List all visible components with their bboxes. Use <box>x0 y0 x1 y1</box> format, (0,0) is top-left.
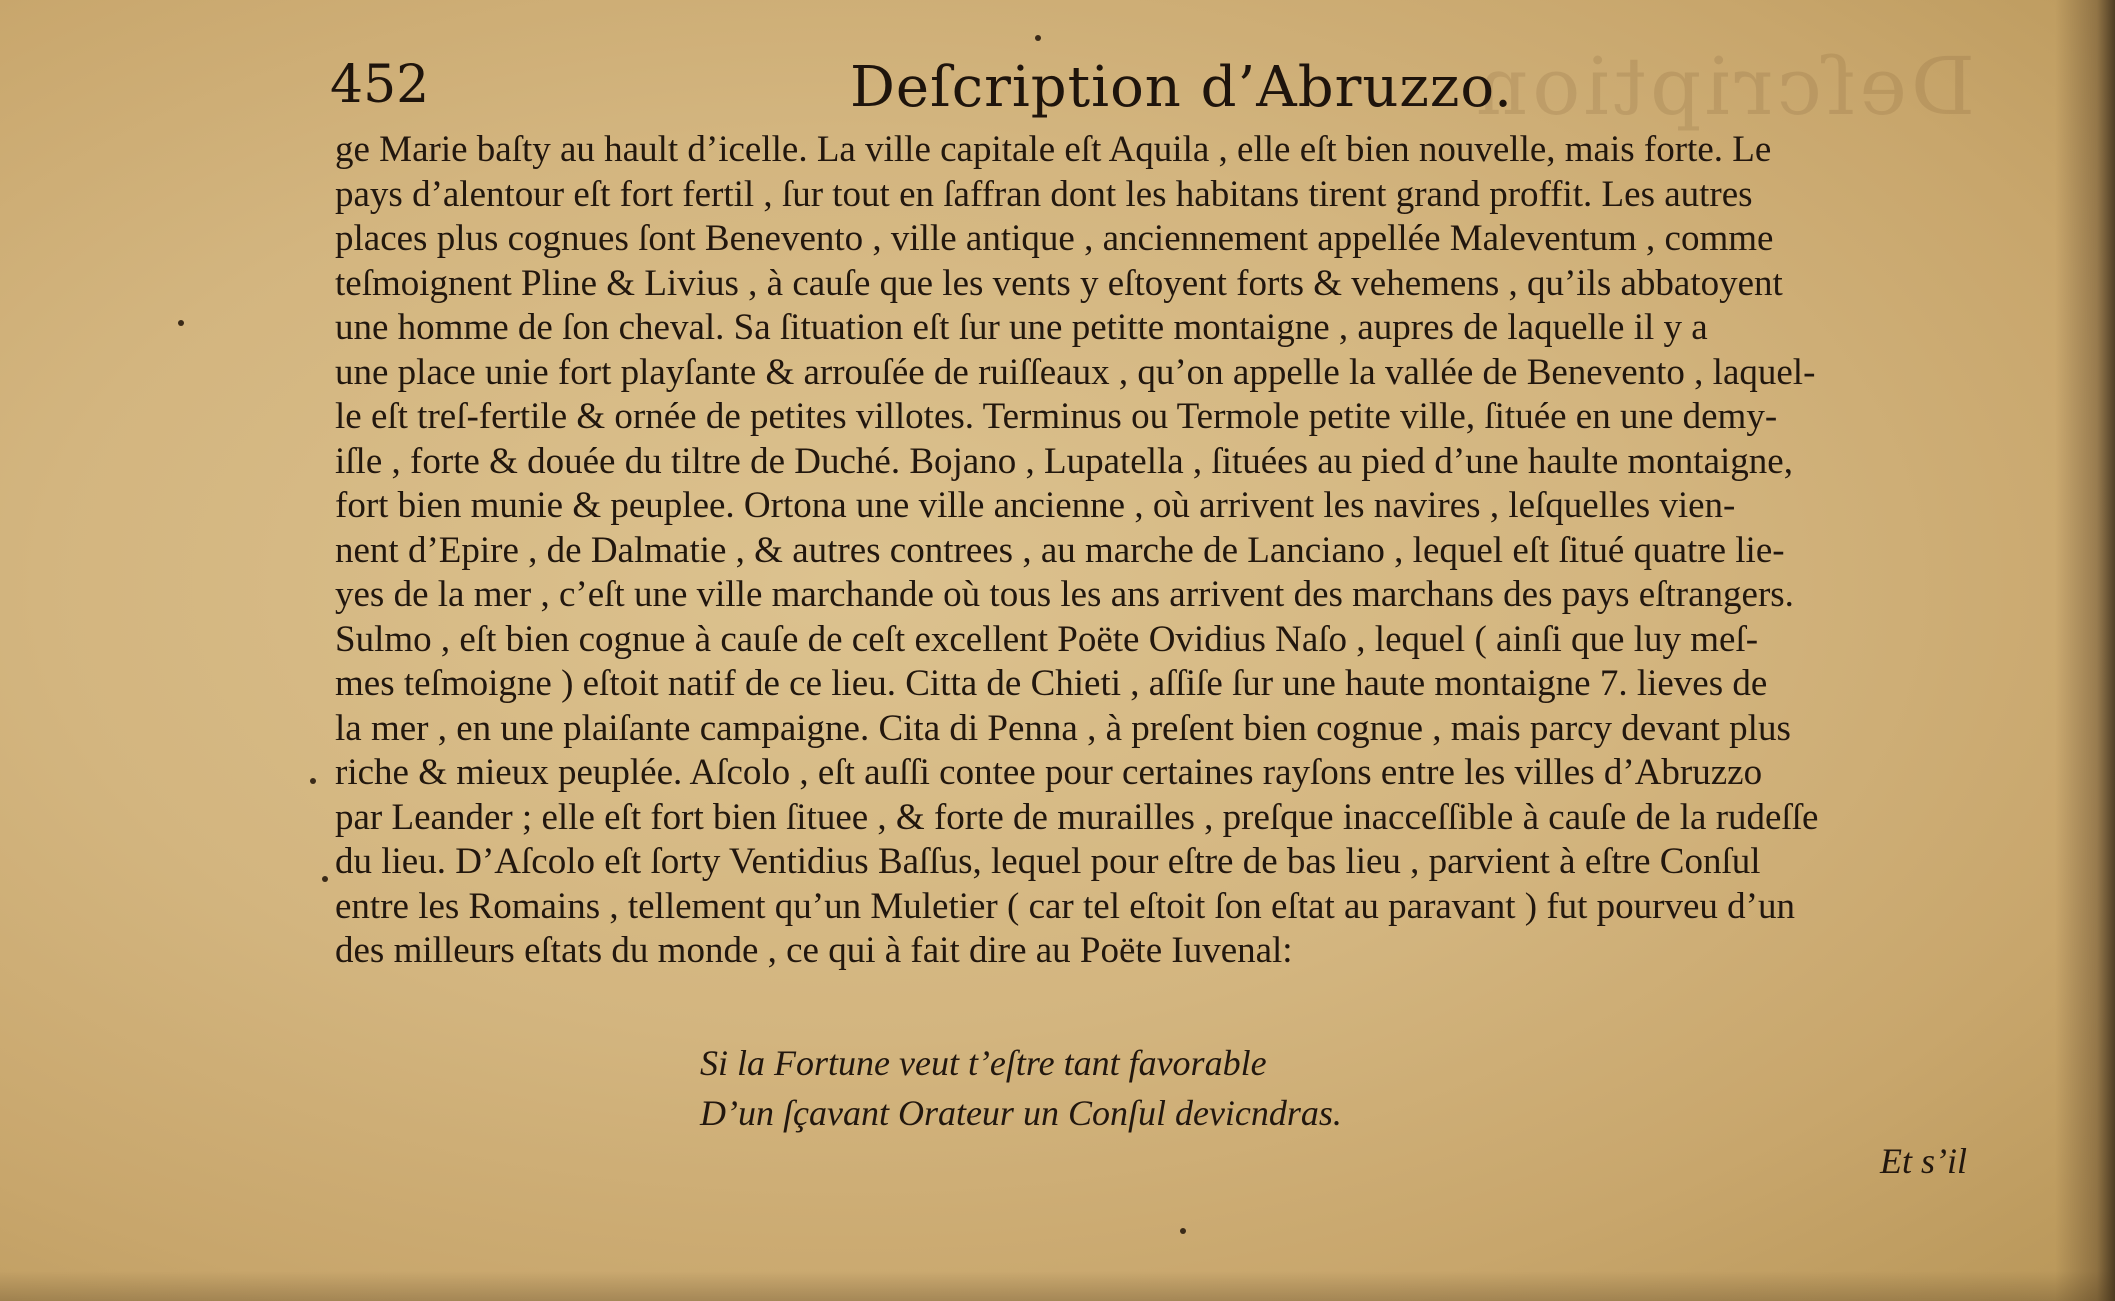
verse-line: Si la Fortune veut t’eſtre tant favorable <box>700 1043 1267 1083</box>
text-line: places plus cognues ſont Benevento , ville antique , anciennement appellée Maleventum , comme <box>335 218 1774 259</box>
text-line: le eſt treſ-fertile & ornée de petites villotes. Terminus ou Termole petite ville, ſituée en une demy- <box>335 396 1778 437</box>
ink-speck <box>322 876 328 882</box>
text-line: pays d’alentour eſt fort fertil , ſur tout en ſaffran dont les habitans tirent grand proffit. Les autres <box>335 173 1753 215</box>
text-line: fort bien munie & peuplee. Ortona une ville ancienne , où arrivent les navires , leſquelles vien- <box>335 485 1736 526</box>
text-line: yes de la mer , c’eſt une ville marchande où tous les ans arrivent des marchans des pays eſtrangers. <box>335 574 1794 615</box>
text-line: entre les Romains , tellement qu’un Muletier ( car tel eſtoit ſon eſtat au paravant ) fut pourveu d’un <box>335 885 1796 927</box>
page-number: 452 <box>330 55 430 115</box>
page-bottom-shadow <box>0 1271 2115 1301</box>
ink-speck <box>178 320 184 326</box>
text-line: par Leander ; elle eſt fort bien ſituee , & forte de murailles , preſque inacceſſible à cauſe de la rudeſſe <box>335 796 1819 838</box>
verse-quotation <box>700 1038 1342 1138</box>
text-line: teſmoignent Pline & Livius , à cauſe que les vents y eſtoyent forts & vehemens , qu’ils abbatoyent <box>335 262 1783 304</box>
page-header <box>330 55 1980 125</box>
body-paragraph <box>335 128 1975 974</box>
show-through-text: Deſcription <box>1472 40 1975 133</box>
text-line: la mer , en une plaiſante campaigne. Cita di Penna , à preſent bien cognue , mais parcy devant plus <box>335 707 1791 749</box>
text-line: riche & mieux peuplée. Aſcolo , eſt auſſi contee pour certaines rayſons entre les villes d’Abruzzo <box>335 752 1763 793</box>
text-line: du lieu. D’Aſcolo eſt ſorty Ventidius Baſſus, lequel pour eſtre de bas lieu , parvient à eſtre Conſul <box>335 841 1761 882</box>
text-line: Sulmo , eſt bien cognue à cauſe de ceſt excellent Poëte Ovidius Naſo , lequel ( ainſi que luy meſ- <box>335 618 1759 660</box>
text-line: nent d’Epire , de Dalmatie , & autres contrees , au marche de Lanciano , lequel eſt ſitué quatre lie- <box>335 529 1785 571</box>
verse-line: D’un ſçavant Orateur un Conſul devicndras. <box>700 1093 1342 1133</box>
text-line: une place unie fort playſante & arrouſée de ruiſſeaux , qu’on appelle la vallée de Benevento , laquel- <box>335 351 1816 393</box>
text-line: une homme de ſon cheval. Sa ſituation eſt ſur une petitte montaigne , aupres de laquelle il y a <box>335 307 1708 348</box>
text-line: des milleurs eſtats du monde , ce qui à fait dire au Poëte Iuvenal: <box>335 930 1293 971</box>
text-line: mes teſmoigne ) eſtoit natif de ce lieu. Citta de Chieti , aſſiſe ſur une haute montaigne 7. lieves de <box>335 663 1768 704</box>
catchword: Et s’il <box>1880 1141 1967 1181</box>
running-title: Deſcription d’Abruzzo. <box>850 55 1513 120</box>
text-line: ge Marie baſty au hault d’icelle. La ville capitale eſt Aquila , elle eſt bien nouvelle, mais forte. Le <box>335 129 1772 170</box>
ink-speck <box>1180 1228 1186 1234</box>
text-line: iſle , forte & douée du tiltre de Duché. Bojano , Lupatella , ſituées au pied d’une haulte montaigne, <box>335 440 1793 482</box>
page-edge-shadow <box>2055 0 2115 1301</box>
ink-speck <box>1035 35 1041 41</box>
ink-speck <box>310 778 316 784</box>
